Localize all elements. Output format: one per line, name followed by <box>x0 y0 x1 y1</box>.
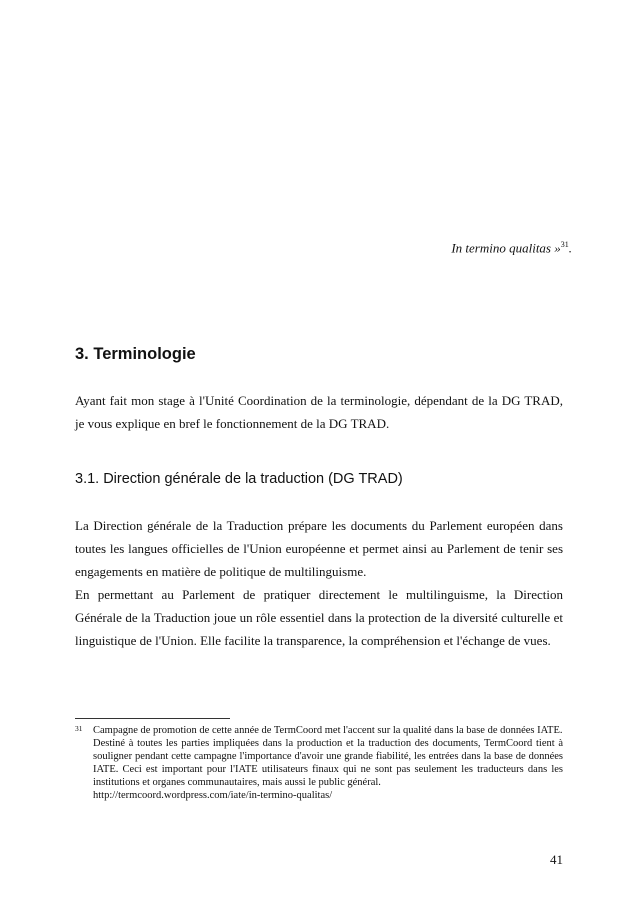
section-title: 3. Terminologie <box>75 345 196 363</box>
section-intro: Ayant fait mon stage à l'Unité Coordination de la terminologie, dépendant de la DG TRAD, je vous explique en bref le fonctionnement de la DG TRAD. <box>75 393 563 431</box>
footnote-body <box>93 724 563 802</box>
epigraph-quote <box>451 240 572 256</box>
footnote-line-2: Destiné à toutes les parties impliquées dans la production et la traduction des documents, TermCoord tient à souligner pendant cette campagne l'importance d'avoir une grande fiabilité, les entrées dans la base de données IATE. Ceci est important pour l'IATE utilisateurs finaux qui ne sont pas seulement les traducteurs dans les institutions et organes communautaires, mais aussi le public général. <box>93 738 563 788</box>
footnote <box>75 724 563 802</box>
subsection-paragraph-1: La Direction générale de la Traduction prépare les documents du Parlement européen dans toutes les langues officielles de l'Union européenne et permet ainsi au Parlement de tenir ses engagements en matière de politique de multilinguisme. <box>75 518 563 579</box>
footnote-line-1: Campagne de promotion de cette année de TermCoord met l'accent sur la qualité dans la base de données IATE. <box>93 725 563 736</box>
footnote-ref[interactable]: 31 <box>560 240 569 249</box>
page-number: 41 <box>550 852 563 867</box>
footnote-separator <box>75 718 230 719</box>
subsection-paragraph-2: En permettant au Parlement de pratiquer directement le multilinguisme, la Direction Générale de la Traduction joue un rôle essentiel dans la protection de la diversité culturelle et linguistique de l'Union. Elle facilite la transparence, la compréhension et l'échange de vues. <box>75 587 563 648</box>
footnote-url[interactable]: http://termcoord.wordpress.com/iate/in-termino-qualitas/ <box>93 790 333 801</box>
quote-text: In termino qualitas » <box>451 240 561 256</box>
subsection-title: 3.1. Direction générale de la traduction (DG TRAD) <box>75 471 403 487</box>
footnote-number: 31 <box>75 724 83 733</box>
quote-end: . <box>568 240 572 256</box>
